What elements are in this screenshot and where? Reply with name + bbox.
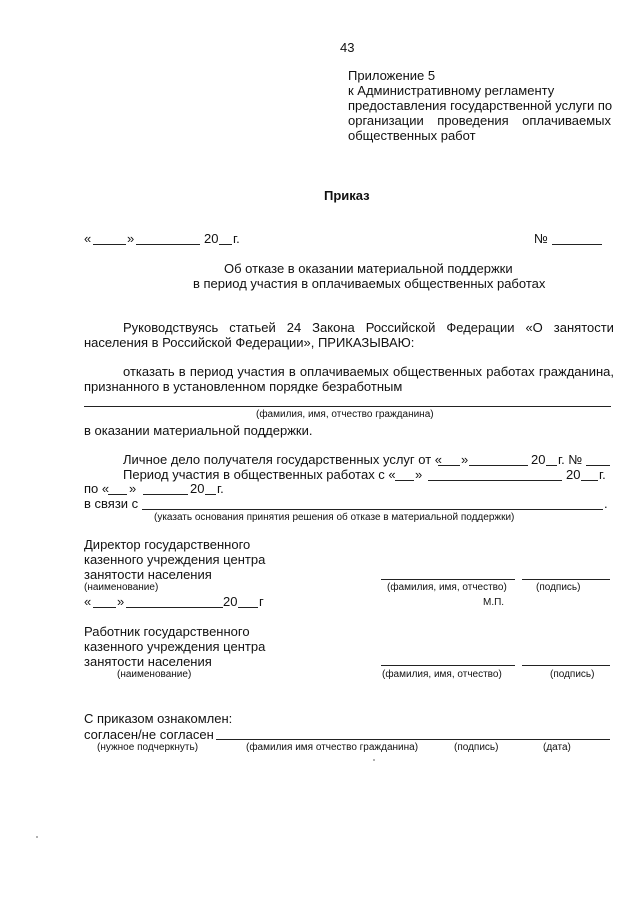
reason-blank[interactable] [142, 509, 603, 510]
director-name-caption: (наименование) [84, 582, 159, 593]
subject-line-1: Об отказе в оказании материальной поддержки [224, 261, 513, 276]
order-word: работах [486, 364, 535, 379]
appendix-line-5: общественных работ [348, 128, 476, 143]
basis-word: статьей [229, 320, 276, 335]
period-to-year-suffix: г. [217, 481, 224, 496]
acquaint-line-2: согласен/не согласен [84, 727, 214, 742]
director-line-2: казенного учреждения центра [84, 552, 266, 567]
order-line-2: признанного в установленном порядке безработным [84, 379, 403, 394]
appendix-line-4 [348, 113, 611, 128]
basis-word: «О [525, 320, 543, 335]
personal-file-number-blank[interactable] [586, 465, 610, 466]
reason-caption: (указать основания принятия решения об отказе в материальной поддержки) [154, 512, 515, 523]
acquaint-sign-caption: (подпись) [454, 742, 499, 753]
basis-word: Федерации [446, 320, 515, 335]
period-from-close-quote: » [415, 467, 423, 482]
period-to-year: 20 [190, 481, 205, 496]
personal-file-month-blank[interactable] [469, 465, 528, 466]
date-close-quote: » [127, 231, 135, 246]
worker-name-caption: (наименование) [117, 669, 192, 680]
acquaint-underline-caption: (нужное подчеркнуть) [97, 742, 199, 753]
personal-file-suffix: г. № [558, 452, 583, 467]
personal-file-prefix: Личное дело получателя государственных услуг от « [123, 452, 442, 467]
period-from-year: 20 [566, 467, 581, 482]
date-year-blank[interactable] [219, 244, 232, 245]
personal-file-close-quote: » [461, 452, 469, 467]
scan-speck [373, 759, 375, 761]
period-to-day-blank[interactable] [108, 494, 127, 495]
worker-fio-caption: (фамилия, имя, отчество) [382, 669, 502, 680]
order-word: период [189, 364, 234, 379]
acquaint-date-caption: (дата) [543, 742, 571, 753]
period-from-year-blank[interactable] [581, 480, 598, 481]
basis-word: Российской [365, 320, 436, 335]
order-word: в [288, 364, 296, 379]
basis-line-2: населения в Российской Федерации», ПРИКАЗЫВАЮ: [84, 335, 415, 350]
reason-prefix: в связи с [84, 496, 139, 511]
appendix-word: оплачиваемых [522, 113, 611, 128]
date-day-blank[interactable] [93, 244, 126, 245]
director-line-1: Директор государственного [84, 537, 251, 552]
document-title: Приказ [324, 188, 370, 203]
director-fio-blank[interactable] [381, 579, 515, 580]
basis-word: Закона [312, 320, 355, 335]
acquaint-line-1: С приказом ознакомлен: [84, 711, 233, 726]
date-year-suffix: г. [233, 231, 240, 246]
director-date-day-blank[interactable] [93, 607, 116, 608]
order-word: оплачиваемых [299, 364, 389, 379]
director-sign-blank[interactable] [522, 579, 610, 580]
period-to-year-blank[interactable] [205, 494, 216, 495]
order-word: гражданина, [538, 364, 614, 379]
director-date-open-quote: « [84, 594, 92, 609]
period-from-month-blank[interactable] [428, 480, 562, 481]
date-month-blank[interactable] [136, 244, 200, 245]
director-line-3: занятости населения [84, 567, 212, 582]
acquaint-fio-caption: (фамилия имя отчество гражданина) [246, 742, 419, 753]
number-blank[interactable] [552, 244, 602, 245]
personal-file-year: 20 [531, 452, 546, 467]
worker-fio-blank[interactable] [381, 665, 515, 666]
acquaint-date-blank[interactable] [498, 739, 610, 740]
basis-word: занятости [553, 320, 614, 335]
worker-sign-blank[interactable] [522, 665, 610, 666]
appendix-line-1: Приложение 5 [348, 68, 436, 83]
order-line-1 [123, 364, 614, 379]
director-date-year-suffix: г [259, 594, 264, 609]
director-date-year: 20 [223, 594, 238, 609]
basis-word: Руководствуясь [123, 320, 219, 335]
basis-word: 24 [286, 320, 302, 335]
period-to-prefix: по « [84, 481, 110, 496]
citizen-fio-blank[interactable] [84, 406, 611, 407]
personal-file-day-blank[interactable] [438, 465, 460, 466]
director-fio-caption: (фамилия, имя, отчество) [387, 582, 507, 593]
director-date-month-blank[interactable] [126, 607, 223, 608]
basis-line-1 [123, 320, 614, 335]
period-to-close-quote: » [129, 481, 137, 496]
acquaint-sign-blank[interactable] [442, 739, 498, 740]
order-line-3: в оказании материальной поддержки. [84, 423, 313, 438]
scan-speck [36, 836, 38, 838]
order-word: участия [237, 364, 285, 379]
appendix-line-2: к Административному регламенту [348, 83, 555, 98]
period-from-year-suffix: г. [599, 467, 606, 482]
period-prefix: Период участия в общественных работах с « [123, 467, 396, 482]
acquaint-fio-blank[interactable] [216, 739, 442, 740]
worker-sign-caption: (подпись) [550, 669, 595, 680]
page-number: 43 [340, 40, 355, 55]
director-date-year-blank[interactable] [238, 607, 258, 608]
worker-line-2: казенного учреждения центра [84, 639, 266, 654]
stamp-label: М.П. [483, 597, 505, 608]
worker-line-1: Работник государственного [84, 624, 250, 639]
date-open-quote: « [84, 231, 92, 246]
personal-file-year-blank[interactable] [546, 465, 557, 466]
order-word: общественных [392, 364, 483, 379]
order-word: отказать [123, 364, 175, 379]
period-to-month-blank[interactable] [143, 494, 188, 495]
number-label: № [534, 231, 548, 246]
order-word: в [178, 364, 186, 379]
citizen-fio-caption: (фамилия, имя, отчество гражданина) [256, 409, 434, 420]
appendix-line-3: предоставления государственной услуги по [348, 98, 613, 113]
appendix-word: проведения [437, 113, 509, 128]
reason-end: . [604, 496, 608, 511]
date-year-prefix: 20 [204, 231, 219, 246]
worker-line-3: занятости населения [84, 654, 212, 669]
director-sign-caption: (подпись) [536, 582, 581, 593]
subject-line-2: в период участия в оплачиваемых общественных работах [193, 276, 546, 291]
period-from-day-blank[interactable] [395, 480, 414, 481]
director-date-close-quote: » [117, 594, 125, 609]
appendix-word: организации [348, 113, 424, 128]
